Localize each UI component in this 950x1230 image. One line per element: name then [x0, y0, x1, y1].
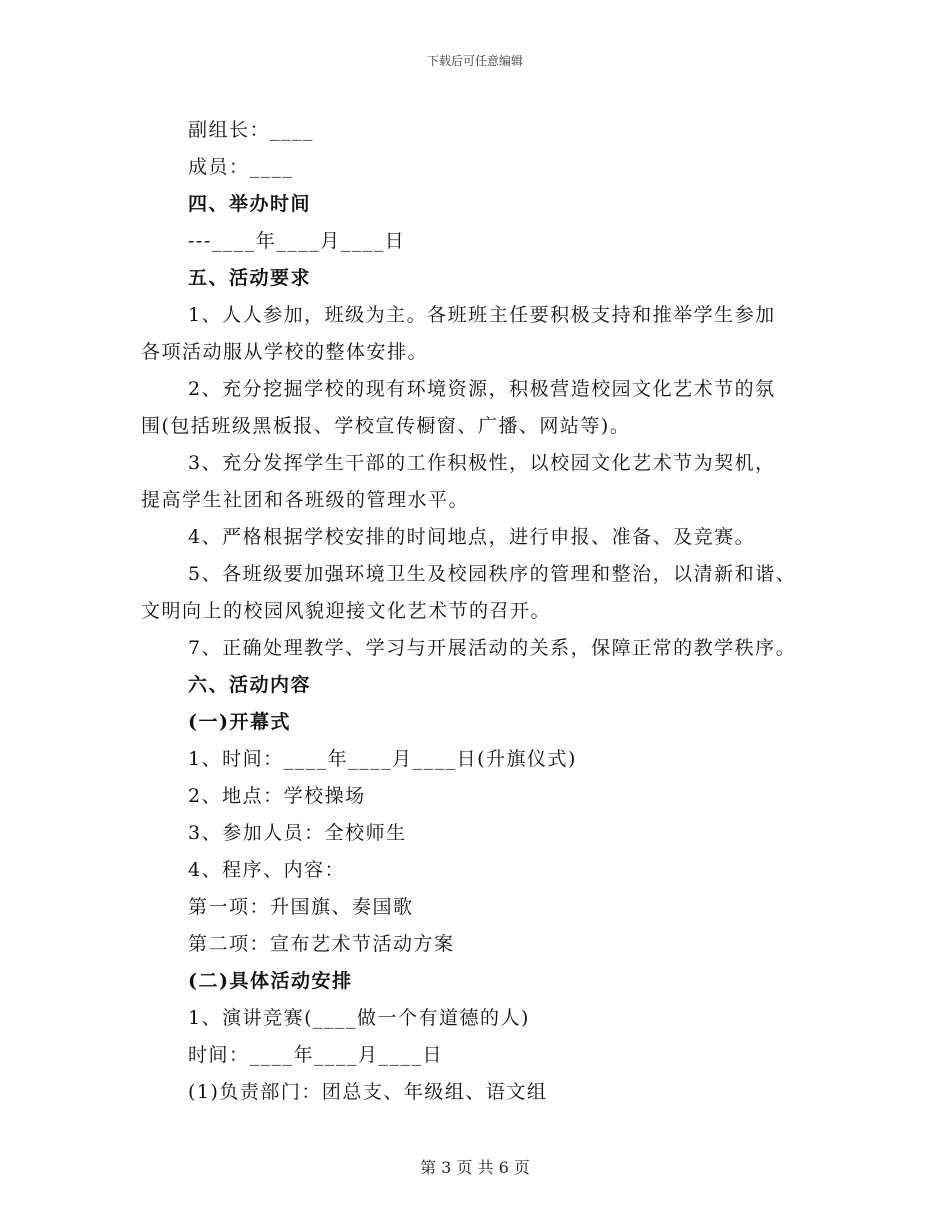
paragraph-line: 提高学生社团和各班级的管理水平。 — [141, 489, 470, 511]
paragraph-line: 4、严格根据学校安排的时间地点，进行申报、准备、及竞赛。 — [188, 526, 756, 548]
paragraph-line: 2、充分挖掘学校的现有环境资源，积极营造校园文化艺术节的氛 — [188, 378, 776, 400]
section-heading-requirements: 五、活动要求 — [188, 267, 312, 289]
list-item: 4、程序、内容： — [188, 859, 346, 881]
list-item: 1、演讲竞赛(____做一个有道德的人) — [188, 1007, 530, 1029]
list-item: 3、参加人员：全校师生 — [188, 822, 407, 844]
subsection-heading-schedule: (二)具体活动安排 — [188, 970, 353, 992]
list-item: 时间：____年____月____日 — [188, 1044, 444, 1066]
vice-leader-line: 副组长：____ — [188, 119, 315, 141]
paragraph-line: 5、各班级要加强环境卫生及校园秩序的管理和整治，以清新和谐、 — [188, 563, 797, 585]
document-body — [141, 112, 841, 1111]
paragraph-line: 3、充分发挥学生干部的工作积极性，以校园文化艺术节为契机， — [188, 452, 776, 474]
members-line: 成员：____ — [188, 156, 294, 178]
paragraph-line: 文明向上的校园风貌迎接文化艺术节的召开。 — [141, 600, 552, 622]
section-heading-content: 六、活动内容 — [188, 674, 312, 696]
paragraph-line: 1、人人参加，班级为主。各班班主任要积极支持和推举学生参加 — [188, 304, 776, 326]
list-item: 第一项：升国旗、奏国歌 — [188, 896, 414, 918]
section-heading-time: 四、举办时间 — [188, 193, 312, 215]
page-footer: 第 3 页 共 6 页 — [420, 1158, 530, 1177]
paragraph-line: 各项活动服从学校的整体安排。 — [141, 341, 429, 363]
paragraph-line: 7、正确处理教学、学习与开展活动的关系，保障正常的教学秩序。 — [188, 637, 797, 659]
paragraph-line: 围(包括班级黑板报、学校宣传橱窗、广播、网站等)。 — [141, 415, 631, 437]
list-item: (1)负责部门：团总支、年级组、语文组 — [188, 1081, 548, 1103]
list-item: 第二项：宣布艺术节活动方案 — [188, 933, 455, 955]
date-line: ---____年____月____日 — [188, 230, 406, 252]
subsection-heading-opening: (一)开幕式 — [188, 711, 291, 733]
list-item: 2、地点：学校操场 — [188, 785, 366, 807]
page-header: 下载后可任意编辑 — [426, 54, 523, 68]
list-item: 1、时间：____年____月____日(升旗仪式) — [188, 748, 577, 770]
